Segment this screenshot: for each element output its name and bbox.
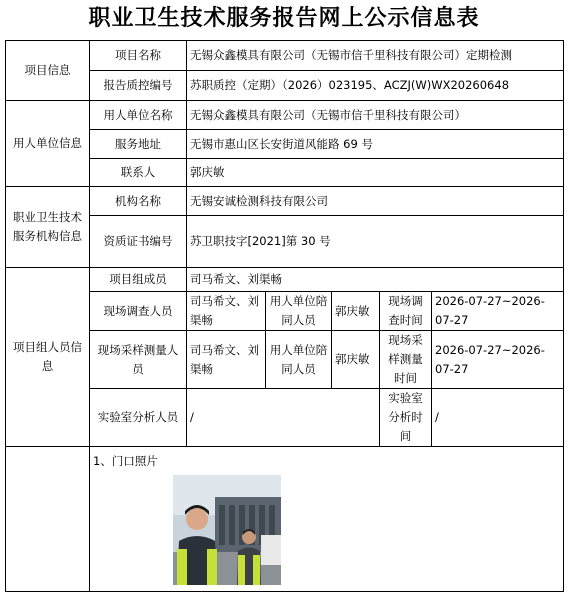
cert-no-label: 资质证书编号 <box>90 216 187 268</box>
agency-name-value: 无锡安诚检测科技有限公司 <box>187 187 564 216</box>
survey-escort-label: 用人单位陪同人员 <box>266 292 332 331</box>
sampling-staff-value: 司马希文、刘渠畅 <box>187 331 266 389</box>
survey-staff-label: 现场调查人员 <box>90 292 187 331</box>
team-members-label: 项目组成员 <box>90 268 187 292</box>
agency-name-label: 机构名称 <box>90 187 187 216</box>
project-name-value: 无锡众鑫模具有限公司（无锡市信千里科技有限公司）定期检测 <box>187 41 564 71</box>
employer-info-section-label: 用人单位信息 <box>6 101 90 187</box>
project-name-label: 项目名称 <box>90 41 187 71</box>
photo-section-cell <box>6 447 90 592</box>
contact-label: 联系人 <box>90 159 187 187</box>
employer-name-value: 无锡众鑫模具有限公司（无锡市信千里科技有限公司） <box>187 101 564 130</box>
lab-staff-value: / <box>187 389 380 447</box>
survey-staff-value: 司马希文、刘渠畅 <box>187 292 266 331</box>
sampling-escort-value: 郭庆敏 <box>332 331 380 389</box>
sampling-escort-label: 用人单位陪同人员 <box>266 331 332 389</box>
photo-caption: 1、门口照片 <box>93 454 158 468</box>
survey-escort-value: 郭庆敏 <box>332 292 380 331</box>
service-address-label: 服务地址 <box>90 130 187 159</box>
sampling-time-value: 2026-07-27~2026-07-27 <box>432 331 564 389</box>
team-info-section-label: 项目组人员信息 <box>6 268 90 447</box>
lab-staff-label: 实验室分析人员 <box>90 389 187 447</box>
report-no-value: 苏职质控（定期）（2026）023195、ACZJ(W)WX20260648 <box>187 71 564 101</box>
survey-time-value: 2026-07-27~2026-07-27 <box>432 292 564 331</box>
photo-cell <box>90 447 564 592</box>
page-title: 职业卫生技术服务报告网上公示信息表 <box>88 6 480 31</box>
survey-time-label: 现场调查时间 <box>380 292 432 331</box>
project-info-section-label: 项目信息 <box>6 41 90 101</box>
employer-name-label: 用人单位名称 <box>90 101 187 130</box>
lab-time-value: / <box>432 389 564 447</box>
sampling-staff-label: 现场采样测量人员 <box>90 331 187 389</box>
entrance-photo <box>173 475 281 585</box>
service-address-value: 无锡市惠山区长安街道风能路 69 号 <box>187 130 564 159</box>
lab-time-label: 实验室分析时间 <box>380 389 432 447</box>
team-members-value: 司马希文、刘渠畅 <box>187 268 564 292</box>
disclosure-table <box>5 40 564 592</box>
agency-info-section-label: 职业卫生技术服务机构信息 <box>6 187 90 268</box>
entrance-photo-image <box>173 475 281 585</box>
sampling-time-label: 现场采样测量时间 <box>380 331 432 389</box>
contact-value: 郭庆敏 <box>187 159 564 187</box>
report-no-label: 报告质控编号 <box>90 71 187 101</box>
cert-no-value: 苏卫职技字[2021]第 30 号 <box>187 216 564 268</box>
